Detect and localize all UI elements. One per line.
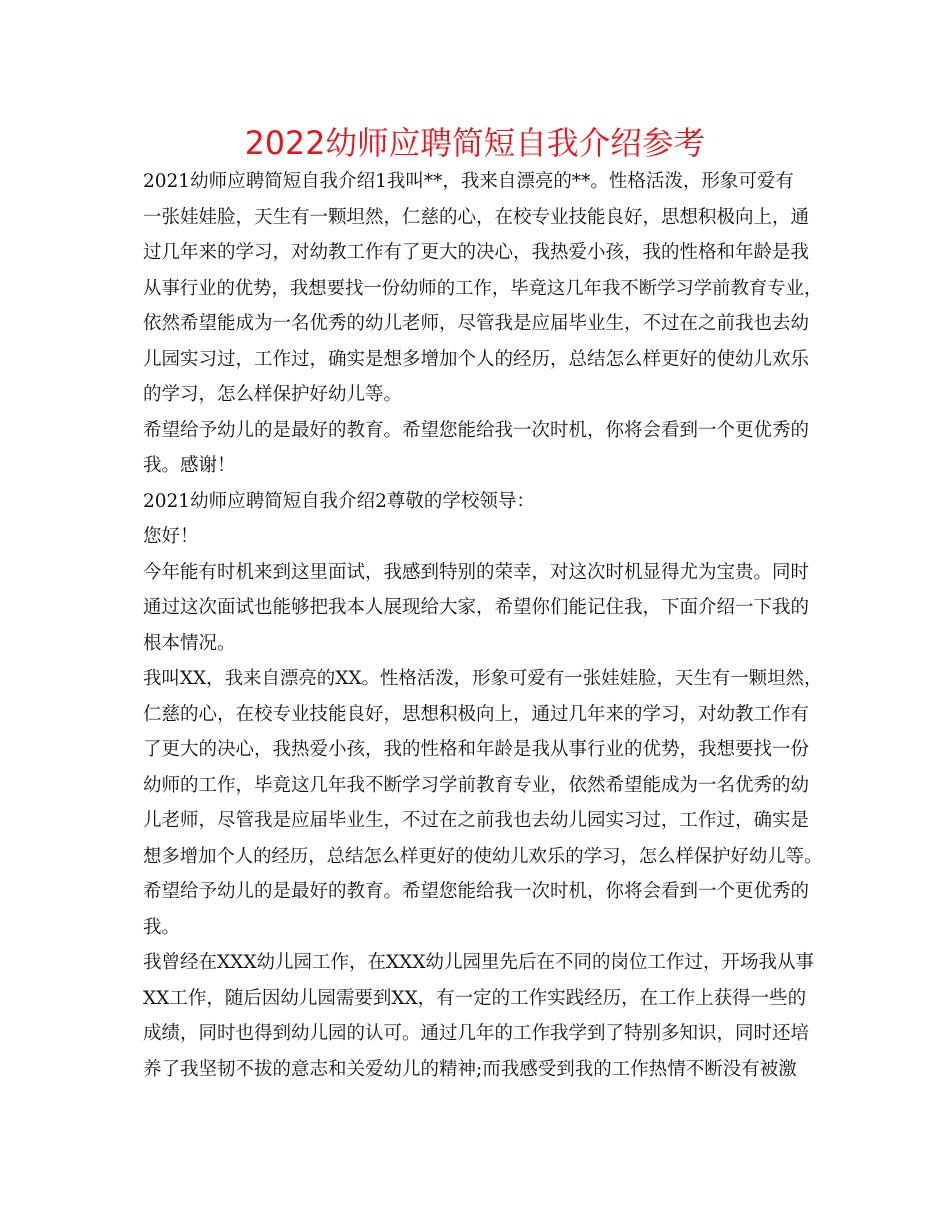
text-line: XX工作，随后因幼儿园需要到XX，有一定的工作实践经历，在工作上获得一些的 xyxy=(143,987,807,1009)
text-line: 通过这次面试也能够把我本人展现给大家，希望你们能记住我，下面介绍一下我的 xyxy=(143,597,810,618)
text-line: 我。 xyxy=(143,916,181,938)
text-line: 养了我坚韧不拔的意志和关爱幼儿的精神;而我感受到我的工作热情不断没有被激 xyxy=(143,1058,797,1080)
text-line: 希望给予幼儿的是最好的教育。希望您能给我一次时机，你将会看到一个更优秀的 xyxy=(143,419,810,441)
text-line: 成绩，同时也得到幼儿园的认可。通过几年的工作我学到了特别多知识，同时还培 xyxy=(143,1023,810,1044)
text-line: 依然希望能成为一名优秀的幼儿老师，尽管我是应届毕业生，不过在之前我也去幼 xyxy=(143,313,810,334)
text-line: 了更大的决心，我热爱小孩，我的性格和年龄是我从事行业的优势，我想要找一份 xyxy=(143,739,810,760)
text-line: 仁慈的心，在校专业技能良好，思想积极向上，通过几年来的学习，对幼教工作有 xyxy=(143,703,810,725)
text-line: 我叫XX，我来自漂亮的XX。性格活泼，形象可爱有一张娃娃脸，天生有一颗坦然， xyxy=(143,668,823,689)
text-line: 根本情况。 xyxy=(143,632,236,654)
text-line: 想多增加个人的经历，总结怎么样更好的使幼儿欢乐的学习，怎么样保护好幼儿等。 xyxy=(143,845,823,867)
text-line: 我曾经在XXX幼儿园工作，在XXX幼儿园里先后在不同的岗位工作过，开场我从事 xyxy=(143,952,815,973)
text-line: 儿园实习过，工作过，确实是想多增加个人的经历，总结怎么样更好的使幼儿欢乐 xyxy=(143,348,810,370)
text-line: 幼师的工作，毕竟这几年我不断学习学前教育专业，依然希望能成为一名优秀的幼 xyxy=(143,774,810,796)
text-line: 2021幼师应聘简短自我介绍2尊敬的学校领导： xyxy=(143,490,535,512)
text-line: 过几年来的学习，对幼教工作有了更大的决心，我热爱小孩，我的性格和年龄是我 xyxy=(143,242,810,263)
text-line: 我。感谢！ xyxy=(143,455,236,476)
text-line: 希望给予幼儿的是最好的教育。希望您能给我一次时机，你将会看到一个更优秀的 xyxy=(143,881,810,902)
text-line: 您好！ xyxy=(143,526,199,547)
text-line: 一张娃娃脸，天生有一颗坦然，仁慈的心，在校专业技能良好，思想积极向上，通 xyxy=(143,206,810,228)
text-line: 从事行业的优势，我想要找一份幼师的工作，毕竟这几年我不断学习学前教育专业， xyxy=(143,277,823,299)
text-line: 的学习，怎么样保护好幼儿等。 xyxy=(143,384,403,405)
text-line: 儿老师，尽管我是应届毕业生，不过在之前我也去幼儿园实习过，工作过，确实是 xyxy=(143,810,810,831)
document-body xyxy=(143,164,823,1087)
text-line: 2021幼师应聘简短自我介绍1我叫**，我来自漂亮的**。性格活泼，形象可爱有 xyxy=(143,171,794,192)
document-title: 2022幼师应聘简短自我介绍参考 xyxy=(244,126,706,162)
text-line: 今年能有时机来到这里面试，我感到特别的荣幸，对这次时机显得尤为宝贵。同时 xyxy=(143,561,810,583)
